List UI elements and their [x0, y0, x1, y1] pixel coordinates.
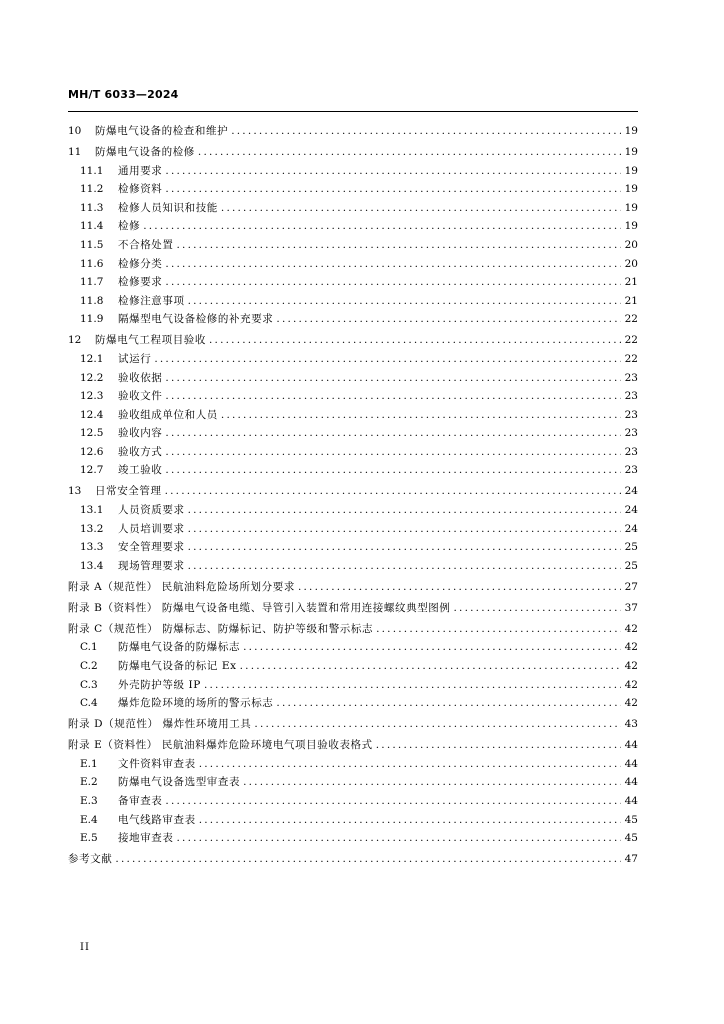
toc-entry-page: 42: [624, 678, 638, 691]
toc-entry-title: 附录 C（规范性） 防爆标志、防爆标记、防护等级和警示标志: [68, 622, 374, 635]
toc-entry-page: 23: [624, 408, 638, 421]
toc-entry-page: 23: [624, 390, 638, 403]
toc-entry-title: 验收文件: [118, 390, 163, 403]
toc-subentry[interactable]: [68, 236, 638, 255]
toc-entry-number: E.3: [80, 794, 98, 807]
toc-leader-dots: [199, 755, 621, 774]
toc-leader-dots: [298, 578, 621, 597]
toc-entry-title: 试运行: [118, 352, 152, 365]
toc-entry[interactable]: [68, 578, 638, 597]
toc-entry[interactable]: [68, 715, 638, 734]
toc-subentry[interactable]: [68, 755, 638, 774]
toc-entry-page: 19: [624, 145, 638, 158]
toc-entry-number: 11.8: [80, 294, 104, 307]
toc-entry-page: 42: [624, 641, 638, 654]
toc-entry-page: 21: [624, 276, 638, 289]
toc-leader-dots: [454, 599, 622, 618]
toc-leader-dots: [177, 236, 622, 255]
toc-entry-title: 检修分类: [118, 257, 163, 270]
toc-entry-title: 检修要求: [118, 276, 163, 289]
toc-subentry[interactable]: [68, 694, 638, 713]
toc-entry-title: 验收内容: [118, 427, 163, 440]
toc-entry[interactable]: [68, 331, 638, 350]
toc-entry-page: 22: [624, 352, 638, 365]
toc-entry-number: 12.3: [80, 390, 104, 403]
toc-entry-page: 43: [624, 718, 638, 731]
toc-entry-number: 13: [68, 485, 82, 498]
toc-entry-page: 42: [624, 659, 638, 672]
toc-entry-number: 10: [68, 125, 82, 137]
table-of-contents: [68, 122, 638, 869]
toc-entry-page: 22: [624, 313, 638, 326]
toc-entry-page: 45: [624, 832, 638, 845]
toc-entry-title: 检修资料: [118, 183, 163, 196]
toc-leader-dots: [177, 829, 622, 848]
toc-entry-title: 文件资料审查表: [118, 757, 196, 770]
toc-entry-number: 13.3: [80, 541, 104, 554]
toc-entry-title: 不合格处置: [118, 238, 174, 251]
toc-entry-number: C.2: [80, 659, 98, 672]
toc-leader-dots: [188, 538, 621, 557]
toc-subentry[interactable]: [68, 255, 638, 274]
toc-leader-dots: [199, 811, 621, 830]
toc-entry-page: 24: [624, 485, 638, 498]
toc-entry[interactable]: [68, 143, 638, 162]
toc-leader-dots: [198, 143, 621, 162]
toc-entry-page: 44: [624, 776, 638, 789]
toc-subentry[interactable]: [68, 538, 638, 557]
toc-entry-title: 电气线路审查表: [118, 813, 196, 826]
toc-entry-title: 人员资质要求: [118, 504, 185, 517]
toc-subentry[interactable]: [68, 638, 638, 657]
header-rule: [68, 111, 638, 112]
toc-leader-dots: [188, 501, 621, 520]
toc-entry-page: 45: [624, 813, 638, 826]
toc-entry-number: 11.1: [80, 164, 104, 177]
toc-entry-page: 24: [624, 522, 638, 535]
toc-entry-number: E.2: [80, 776, 98, 789]
toc-subentry[interactable]: [68, 443, 638, 462]
toc-leader-dots: [188, 520, 621, 539]
document-code: MH/T 6033—2024: [68, 88, 179, 101]
toc-entry-page: 25: [624, 541, 638, 554]
toc-entry-title: 防爆电气设备的检修: [95, 145, 195, 158]
toc-entry-number: 13.2: [80, 522, 104, 535]
toc-leader-dots: [165, 424, 621, 443]
toc-entry[interactable]: [68, 620, 638, 639]
toc-entry-title: 外壳防护等级 IP: [118, 678, 201, 691]
toc-subentry[interactable]: [68, 180, 638, 199]
toc-leader-dots: [254, 715, 621, 734]
toc-entry[interactable]: [68, 599, 638, 618]
toc-entry-title: 附录 A（规范性） 民航油料危险场所划分要求: [68, 580, 295, 593]
toc-entry-page: 42: [624, 697, 638, 710]
toc-leader-dots: [115, 850, 621, 869]
toc-entry-title: 参考文献: [68, 853, 113, 866]
toc-entry-page: 24: [624, 504, 638, 517]
toc-entry-number: 12.4: [80, 408, 104, 421]
toc-leader-dots: [165, 792, 621, 811]
toc-entry-page: 42: [624, 622, 638, 635]
toc-entry-page: 44: [624, 739, 638, 752]
toc-subentry[interactable]: [68, 406, 638, 425]
toc-entry-number: 12.7: [80, 464, 104, 477]
toc-entry-number: 11.6: [80, 257, 104, 270]
toc-entry-page: 19: [624, 164, 638, 177]
toc-leader-dots: [188, 292, 621, 311]
toc-entry-title: 人员培训要求: [118, 522, 185, 535]
toc-entry-title: 隔爆型电气设备检修的补充要求: [118, 313, 274, 326]
toc-subentry[interactable]: [68, 350, 638, 369]
toc-entry[interactable]: [68, 122, 638, 141]
toc-entry-number: E.1: [80, 757, 98, 770]
toc-entry-title: 防爆电气设备的防爆标志: [118, 641, 241, 654]
toc-entry-number: 11.7: [80, 276, 104, 289]
toc-entry-number: 12.2: [80, 371, 104, 384]
toc-subentry[interactable]: [68, 217, 638, 236]
toc-entry-page: 19: [624, 183, 638, 196]
toc-entry-number: C.1: [80, 641, 98, 654]
toc-entry-page: 23: [624, 371, 638, 384]
toc-entry-page: 21: [624, 294, 638, 307]
toc-leader-dots: [209, 331, 621, 350]
toc-leader-dots: [231, 122, 621, 141]
toc-entry-number: 12.1: [80, 352, 104, 365]
toc-entry-title: 防爆电气工程项目验收: [95, 334, 206, 347]
toc-entry-title: 爆炸危险环境的场所的警示标志: [118, 697, 274, 710]
toc-entry-page: 37: [624, 601, 638, 614]
toc-subentry[interactable]: [68, 792, 638, 811]
toc-leader-dots: [243, 638, 621, 657]
toc-leader-dots: [376, 620, 621, 639]
toc-entry-title: 验收依据: [118, 371, 163, 384]
toc-entry-page: 25: [624, 559, 638, 572]
toc-entry[interactable]: [68, 736, 638, 755]
toc-entry-page: 19: [624, 201, 638, 214]
toc-subentry[interactable]: [68, 773, 638, 792]
toc-leader-dots: [276, 310, 621, 329]
toc-entry-number: 12.6: [80, 445, 104, 458]
toc-entry-number: 13.4: [80, 559, 104, 572]
toc-entry-title: 现场管理要求: [118, 559, 185, 572]
toc-leader-dots: [165, 443, 621, 462]
toc-leader-dots: [165, 369, 621, 388]
toc-entry-page: 47: [624, 853, 638, 866]
toc-leader-dots: [165, 387, 621, 406]
toc-entry-title: 防爆电气设备选型审查表: [118, 776, 241, 789]
toc-entry-page: 27: [624, 580, 638, 593]
toc-leader-dots: [221, 199, 621, 218]
toc-entry[interactable]: [68, 482, 638, 501]
toc-leader-dots: [376, 736, 621, 755]
toc-subentry[interactable]: [68, 501, 638, 520]
toc-entry-page: 44: [624, 757, 638, 770]
toc-leader-dots: [240, 657, 621, 676]
toc-subentry[interactable]: [68, 199, 638, 218]
toc-entry-title: 接地审查表: [118, 832, 174, 845]
toc-entry-page: 20: [624, 257, 638, 270]
toc-entry-title: 检修注意事项: [118, 294, 185, 307]
toc-entry-title: 附录 D（规范性） 爆炸性环境用工具: [68, 718, 252, 731]
toc-entry-number: 12.5: [80, 427, 104, 440]
toc-entry-number: 13.1: [80, 504, 104, 517]
toc-entry-page: 19: [624, 125, 638, 137]
toc-entry-number: 12: [68, 334, 82, 347]
toc-leader-dots: [204, 676, 621, 695]
toc-entry-number: 11: [68, 145, 82, 158]
toc-leader-dots: [188, 557, 621, 576]
toc-entry-title: 竣工验收: [118, 464, 163, 477]
toc-entry-number: C.4: [80, 697, 98, 710]
toc-subentry[interactable]: [68, 292, 638, 311]
toc-subentry[interactable]: [68, 424, 638, 443]
toc-entry-page: 23: [624, 464, 638, 477]
toc-leader-dots: [243, 773, 621, 792]
toc-entry-number: 11.5: [80, 238, 104, 251]
toc-entry[interactable]: [68, 850, 638, 869]
toc-entry-number: E.4: [80, 813, 98, 826]
toc-leader-dots: [165, 482, 621, 501]
toc-leader-dots: [221, 406, 621, 425]
toc-subentry[interactable]: [68, 811, 638, 830]
toc-leader-dots: [165, 180, 621, 199]
toc-subentry[interactable]: [68, 520, 638, 539]
toc-entry-title: 验收方式: [118, 445, 163, 458]
toc-entry-title: 安全管理要求: [118, 541, 185, 554]
toc-entry-title: 通用要求: [118, 164, 163, 177]
toc-entry-page: 19: [624, 220, 638, 233]
toc-entry-title: 备审查表: [118, 794, 163, 807]
toc-entry-number: 11.3: [80, 201, 104, 214]
toc-subentry[interactable]: [68, 369, 638, 388]
toc-subentry[interactable]: [68, 676, 638, 695]
toc-subentry[interactable]: [68, 273, 638, 292]
toc-entry-title: 防爆电气设备的检查和维护: [95, 125, 229, 137]
toc-entry-number: 11.4: [80, 220, 104, 233]
toc-entry-page: 23: [624, 445, 638, 458]
toc-entry-page: 20: [624, 238, 638, 251]
toc-entry-title: 附录 B（资料性） 防爆电气设备电缆、导管引入装置和常用连接螺纹典型图例: [68, 601, 451, 614]
toc-entry-title: 验收组成单位和人员: [118, 408, 218, 421]
toc-entry-title: 附录 E（资料性） 民航油料爆炸危险环境电气项目验收表格式: [68, 739, 373, 752]
toc-leader-dots: [154, 350, 621, 369]
toc-entry-page: 22: [624, 334, 638, 347]
toc-subentry[interactable]: [68, 657, 638, 676]
toc-entry-title: 检修人员知识和技能: [118, 201, 218, 214]
toc-entry-number: 11.9: [80, 313, 104, 326]
toc-subentry[interactable]: [68, 162, 638, 181]
toc-entry-title: 日常安全管理: [95, 485, 162, 498]
toc-leader-dots: [165, 162, 621, 181]
toc-entry-title: 防爆电气设备的标记 Ex: [118, 659, 237, 672]
toc-subentry[interactable]: [68, 557, 638, 576]
toc-subentry[interactable]: [68, 387, 638, 406]
toc-leader-dots: [165, 273, 621, 292]
toc-entry-title: 检修: [118, 220, 141, 233]
page-number: II: [80, 942, 90, 953]
toc-entry-page: 44: [624, 794, 638, 807]
toc-entry-number: C.3: [80, 678, 98, 691]
toc-subentry[interactable]: [68, 310, 638, 329]
toc-subentry[interactable]: [68, 829, 638, 848]
toc-leader-dots: [143, 217, 621, 236]
toc-entry-page: 23: [624, 427, 638, 440]
toc-entry-number: E.5: [80, 832, 98, 845]
toc-leader-dots: [165, 461, 621, 480]
toc-leader-dots: [165, 255, 621, 274]
toc-leader-dots: [276, 694, 621, 713]
toc-entry-number: 11.2: [80, 183, 104, 196]
toc-subentry[interactable]: [68, 461, 638, 480]
